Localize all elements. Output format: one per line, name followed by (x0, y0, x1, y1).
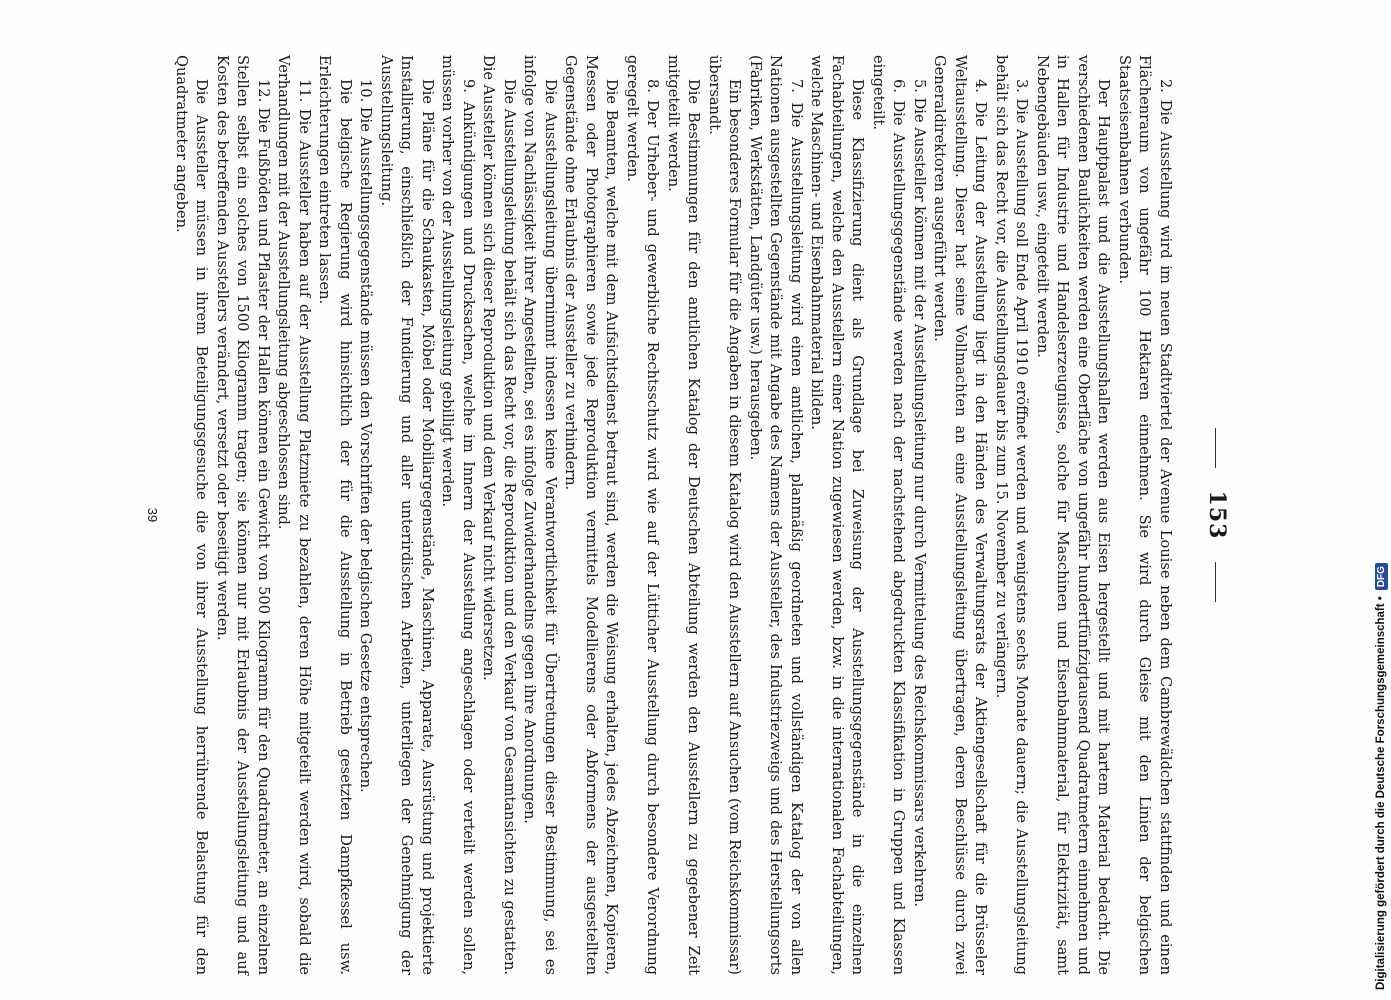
paragraph (868, 55, 909, 975)
paragraph (622, 55, 663, 975)
paragraph-text: Die Ausstellungsgegenstände müssen den Vorschriften der belgischen Gesetze entsprechen. (357, 106, 375, 793)
paragraph-number: 6. (890, 79, 908, 93)
paragraph-text: Die Ausstellungsgegenstände werden nach der nachstehend abgedruckten Klassifikation in Gruppen und Klassen eingeteilt. (870, 55, 908, 975)
paragraph-text: Die Fußböden und Pflaster der Hallen können ein Gewicht von 500 Kilogramm für den Quadratmeter, an einzelnen Stellen selbst ein solches von 1500 Kilogramm tragen; sie können nur mit Erlaubnis der Ausstellungsleitung und auf Kosten des betreffenden Ausstellers verändert, versetzt oder beseitigt werden. (214, 55, 272, 976)
paragraph (273, 55, 314, 975)
paragraph-text: Die Pläne für die Schaukasten, Möbel oder Mobiliargegenstände, Maschinen, Apparate, Ausrüstung und projektierte Installierung, einschließlich der Fundierung und aller unterirdischen Arbeiten, unterliegen der Genehmigung der Ausstellungsleitung. (378, 55, 436, 975)
paragraph-text: Die Aussteller können mit der Ausstellungsleitung nur durch Vermittelung des Reichskommissars verkehren. (911, 97, 928, 908)
paragraph-number: 7. (788, 79, 805, 93)
paragraph-text: Die Aussteller haben auf der Ausstellung Platzmiete zu bezahlen, deren Höhe mitgeteilt werden wird, sobald die Verhandlungen mit der Ausstellungsleitung abgeschlossen sind. (275, 55, 313, 975)
paragraph (991, 55, 1032, 975)
paragraph (376, 55, 438, 975)
paragraph-text: Der Hauptpalast und die Ausstellungshallen werden aus Eisen hergestellt und mit hartem Material bedacht. Die verschiedenen Baulichkeiten werden eine Oberfläche von ungefähr hundertfünfzigtausend Quadratmetern einnehmen und in Hallen für Industrie und Handelserzeugnisse, solche für Maschinen und Eisenbahnmaterial, für Elektrizität, samt Nebengebäuden usw., eingeteilt werden. (1034, 55, 1113, 975)
digitization-credit (1371, 10, 1391, 990)
paragraph-number: 12. (255, 79, 272, 103)
paragraph (806, 55, 868, 975)
page-number-header (1204, 55, 1230, 975)
credit-text: Digitalisierung gefördert durch die Deutsche Forschungsgemeinschaft • (1375, 596, 1387, 990)
paragraph-number: 11. (296, 79, 313, 103)
paragraph-number: 10. (357, 79, 375, 103)
paragraph-number: 3. (1013, 79, 1031, 93)
paragraph-text: Die Ausstellungsleitung übernimmt indessen keine Verantwortlichkeit für Übertretungen dieser Bestimmung, sei es infolge von Nachlässigkeit ihrer Angestellten, sei es infolge Zuwiderhandelns gegen ihre Anordnungen. (521, 55, 559, 975)
paragraph (1114, 55, 1176, 975)
paragraph-number: 2. (1157, 79, 1174, 93)
paragraph (929, 55, 991, 975)
paragraph (437, 55, 478, 975)
paragraph-text: Diese Klassifizierung dient als Grundlage bei Zuweisung der Ausstellungsgegenstände in die einzelnen Fachabteilungen, welche den Ausstellern einer Nation zugewiesen werden, bzw. in die internationalen Fachabteilungen, welche Maschinen- und Eisenbahnmaterial bilden. (808, 55, 867, 975)
paragraph-text: Die Beamten, welche mit dem Aufsichtsdienst betraut sind, werden die Weisung erhalten, jedes Abzeichnen, Kopieren, Messen oder Photographieren sowie jede Reproduktion vermittels Modellierens oder Abformens der ausgestellten Gegenstände ohne Erlaubnis der Aussteller zu verhindern. (562, 55, 621, 975)
header-rule-left (1216, 428, 1217, 468)
paragraph (171, 55, 212, 975)
paragraph-text: Die Ausstellung wird im neuen Stadtviertel der Avenue Louise neben dem Cambrewäldchen stattfinden und einen Flächenraum von ungefähr 100 Hektaren einnehmen. Sie wird durch Gleise mit den Linien der belgischen Staatseisenbahnen verbunden. (1116, 55, 1174, 975)
paragraph-text: Die Bestimmungen für den amtlichen Katalog der Deutschen Abteilung werden den Ausstellern zu gegebener Zeit mitgeteilt werden. (665, 55, 703, 975)
paragraph-number: 4. (972, 79, 990, 93)
paragraph-text: Der Urheber- und gewerbliche Rechtsschutz wird wie auf der Lütticher Ausstellung durch besondere Verordnung geregelt werden. (624, 55, 662, 975)
paragraph (478, 55, 519, 975)
paragraph-number: 9. (460, 79, 477, 93)
paragraph-number: 8. (644, 79, 662, 93)
paragraph-text: Die Ausstellungsleitung wird einen amtlichen, planmäßig geordneten und vollständigen Katalog der von allen Nationen ausgestellten Gegenstände mit Angabe des Namens der Aussteller, des Industriezweigs und des Herstellungsorts (Fabriken, Werkstätten, Landgüter usw.) herausgeben. (747, 55, 805, 976)
paragraph (1032, 55, 1114, 975)
paragraph (704, 55, 745, 975)
paragraph-text: Die Ausstellungsleitung behält sich das Recht vor, die Reproduktion und den Verkauf von Gesamtansichten zu gestatten. Die Aussteller können sich dieser Reproduktion und dem Verkauf nicht widersetzen. (480, 55, 518, 975)
paragraph (909, 55, 930, 975)
paragraph-text: Die Leitung der Ausstellung liegt in den Händen des Verwaltungsrats der Aktiengesellschaft für die Brüsseler Weltausstellung. Dieser hat seine Vollmachten an eine Ausstellungsleitung übertragen, deren Beschlüsse durch zwei Generaldirektoren ausgeführt werden. (931, 55, 990, 975)
body-text (171, 55, 1176, 975)
paragraph-text: Ankündigungen und Drucksachen, welche im Innern der Ausstellung angeschlagen oder verteilt werden sollen, müssen vorher von der Ausstellungsleitung gebilligt werden. (439, 55, 477, 976)
dfg-logo: DFG (1375, 563, 1388, 590)
paragraph (745, 55, 807, 975)
paragraph-text: Die belgische Regierung wird hinsichtlich der für die Ausstellung in Betrieb gesetzten Dampfkessel usw. Erleichterungen eintreten lassen. (316, 55, 354, 975)
rotated-document-page (90, 55, 1270, 975)
header-rule-right (1216, 562, 1217, 602)
paragraph (663, 55, 704, 975)
paragraph-text: Die Aussteller müssen in ihrem Beteiligungsgesuche die von ihrer Ausstellung herrührende Belastung für den Quadratmeter angeben. (173, 55, 211, 975)
paragraph-number: 5. (911, 79, 928, 93)
paragraph (560, 55, 622, 975)
page-number: 153 (1204, 490, 1230, 540)
paragraph (212, 55, 274, 975)
paragraph (355, 55, 376, 975)
digitization-credit-inner (1371, 10, 1391, 990)
paragraph (314, 55, 355, 975)
paragraph-text: Ein besonderes Formular für die Angaben in diesem Katalog wird den Ausstellern auf Ansuchen (vom Reichskommissar) übersandt. (706, 55, 744, 975)
paragraph-text: Die Ausstellung soll Ende April 1910 eröffnet werden und wenigstens sechs Monate dauern; die Ausstellungsleitung behält sich das Recht vor, die Ausstellungsdauer bis zum 15. November zu verlängern. (993, 55, 1031, 975)
folio-number: 39 (145, 507, 160, 523)
paragraph (519, 55, 560, 975)
